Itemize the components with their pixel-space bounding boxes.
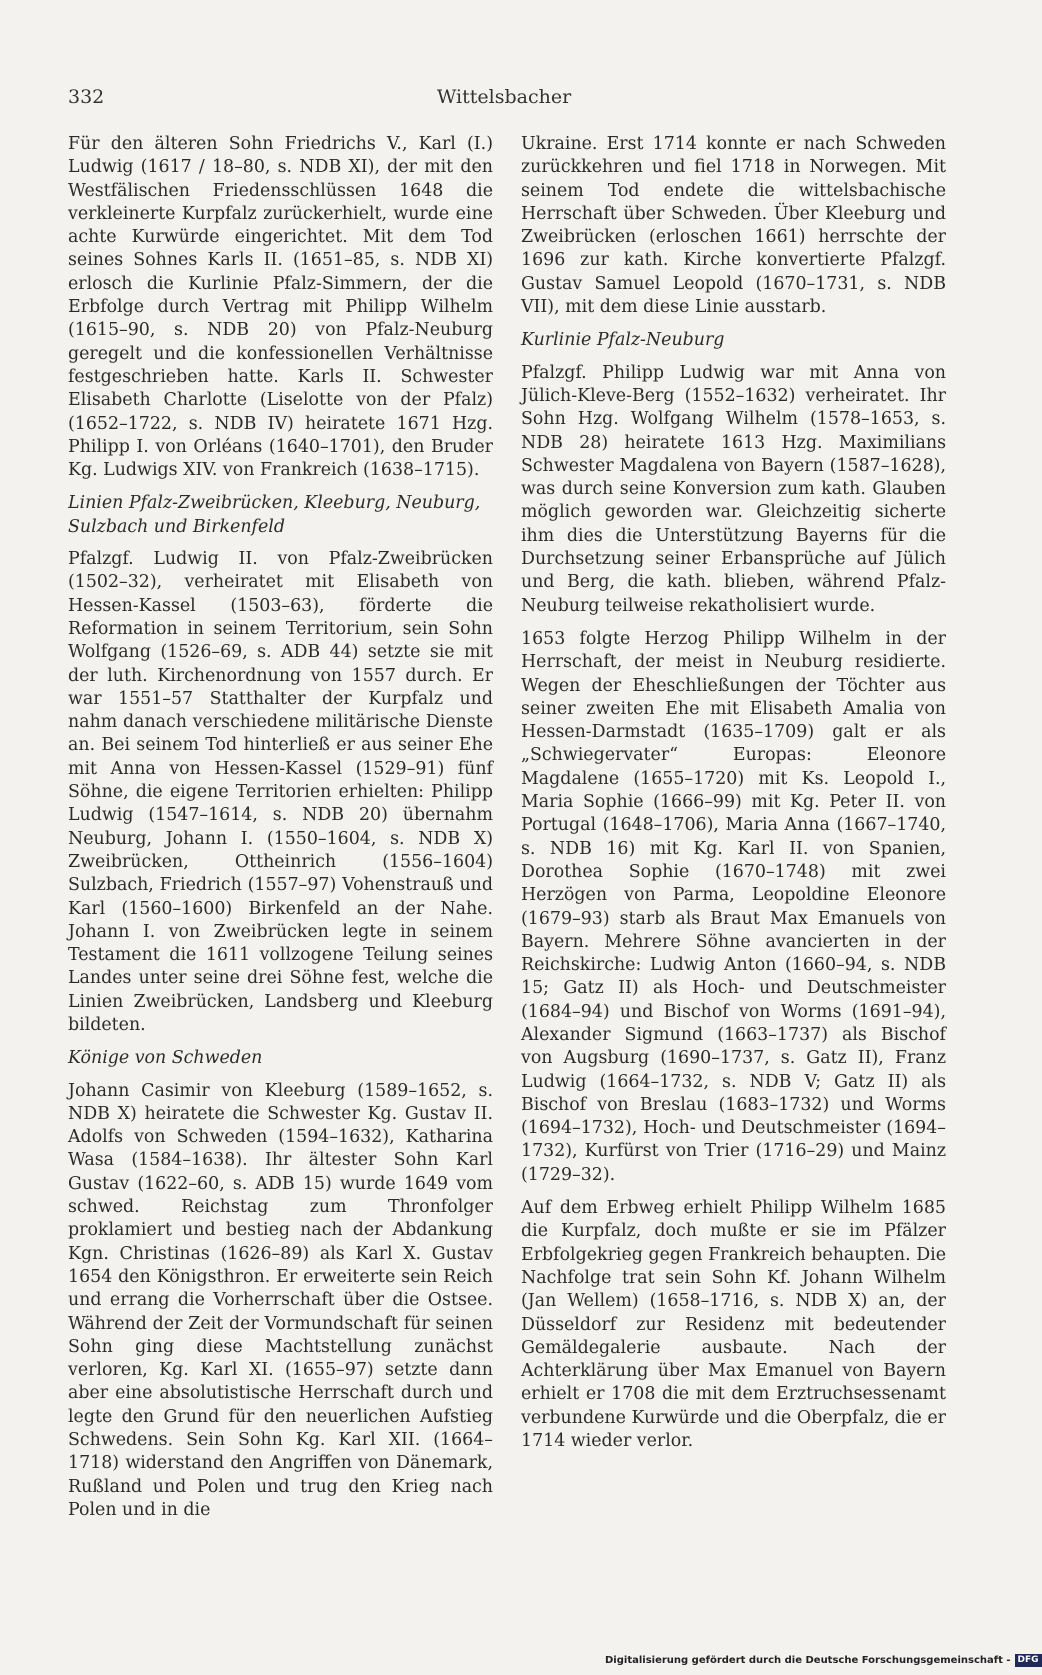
paragraph: Pfalzgf. Philipp Ludwig war mit Anna von Jülich-Kleve-Berg (1552–1632) verheiratet. Ihr Sohn Hzg. Wolfgang Wilhelm (1578–1653, s. NDB 28) heiratete 1613 Hzg. Maximilians Schwester Magdalena von Bayern (1587–1628), was durch seine Konversion zum kath. Glauben möglich geworden war. Gleichzeitig sicherte ihm dies die Unterstützung Bayerns für die Durchsetzung seiner Erbansprüche auf Jülich und Berg, die kath. blieben, während Pfalz-Neuburg teilweise rekatholisiert wurde. [521, 362, 946, 616]
paragraph: Ukraine. Erst 1714 konnte er nach Schweden zurückkehren und fiel 1718 in Norwegen. Mit seinem Tod endete die wittelsbachische Herrschaft über Schweden. Über Kleeburg und Zweibrücken (erloschen 1661) herrschte der 1696 zur kath. Kirche konvertierte Pfalzgf. Gustav Samuel Leopold (1670–1731, s. NDB VII), mit dem diese Linie ausstarb. [521, 134, 946, 318]
running-head: Wittelsbacher [436, 86, 572, 108]
page-number: 332 [68, 86, 105, 108]
right-column [521, 133, 946, 1453]
digitization-credit [605, 1651, 1039, 1669]
section-heading: Kurlinie Pfalz-Neuburg [521, 330, 725, 351]
paragraph: 1653 folgte Herzog Philipp Wilhelm in der Herrschaft, der meist in Neuburg residierte. Wegen der Eheschließungen der Töchter aus seiner zweiten Ehe mit Elisabeth Amalia von Hessen-Darmstadt (1635–1709) galt er als „Schwiegervater“ Europas: Eleonore Magdalene (1655–1720) mit Ks. Leopold I., Maria Sophie (1666–99) mit Kg. Peter II. von Portugal (1648–1706), Maria Anna (1667–1740, s. NDB 16) mit Kg. Karl II. von Spanien, Dorothea Sophie (1670–1748) mit zwei Herzögen von Parma, Leopoldine Eleonore (1679–93) starb als Braut Max Emanuels von Bayern. Mehrere Söhne avancierten in der Reichskirche: Ludwig Anton (1660–94, s. NDB 15; Gatz II) als Hoch- und Deutschmeister (1684–94) und Bischof von Worms (1691–94), Alexander Sigmund (1663–1737) als Bischof von Augsburg (1690–1737, s. Gatz II), Franz Ludwig (1664–1732, s. NDB V; Gatz II) als Bischof von Breslau (1683–1732) und Worms (1694–1732), Hoch- und Deutschmeister (1694–1732), Kurfürst von Trier (1716–29) und Mainz (1729–32). [521, 628, 946, 1185]
page-header [68, 86, 940, 114]
paragraph: Auf dem Erbweg erhielt Philipp Wilhelm 1685 die Kurpfalz, doch mußte er sie im Pfälzer Erbfolgekrieg gegen Frankreich behaupten. Die Nachfolge trat sein Sohn Kf. Johann Wilhelm (Jan Wellem) (1658–1716, s. NDB X) an, der Düsseldorf zur Residenz mit bedeutender Gemäldegalerie ausbaute. Nach der Achterklärung über Max Emanuel von Bayern erhielt er 1708 die mit dem Erztruchsessenamt verbundene Kurwürde und die Oberpfalz, die er 1714 wieder verlor. [521, 1198, 946, 1452]
paragraph: Für den älteren Sohn Friedrichs V., Karl (I.) Ludwig (1617 / 18–80, s. NDB XI), der mit den Westfälischen Friedensschlüssen 1648 die verkleinerte Kurpfalz zurückerhielt, wurde eine achte Kurwürde eingerichtet. Mit dem Tod seines Sohnes Karls II. (1651–85, s. NDB XI) erlosch die Kurlinie Pfalz-Simmern, der die Erbfolge durch Vertrag mit Philipp Wilhelm (1615–90, s. NDB 20) von Pfalz-Neuburg geregelt und die konfessionellen Verhältnisse festgeschrieben hatte. Karls II. Schwester Elisabeth Charlotte (Liselotte von der Pfalz) (1652–1722, s. NDB IV) heiratete 1671 Hzg. Philipp I. von Orléans (1640–1701), den Bruder Kg. Ludwigs XIV. von Frankreich (1638–1715). [68, 134, 493, 481]
left-column [68, 133, 493, 1522]
section-heading: Könige von Schweden [68, 1048, 263, 1069]
paragraph: Johann Casimir von Kleeburg (1589–1652, s. NDB X) heiratete die Schwester Kg. Gustav II. Adolfs von Schweden (1594–1632), Katharina Wasa (1584–1638). Ihr ältester Sohn Karl Gustav (1622–60, s. ADB 15) wurde 1649 vom schwed. Reichstag zum Thronfolger proklamiert und bestieg nach der Abdankung Kgn. Christinas (1626–89) als Karl X. Gustav 1654 den Königsthron. Er erweiterte sein Reich und errang die Vorherrschaft über die Ostsee. Während der Zeit der Vormundschaft für seinen Sohn ging diese Machtstellung zunächst verloren, Kg. Karl XI. (1655–97) setzte dann aber eine absolutistische Herrschaft durch und legte den Grund für den neuerlichen Aufstieg Schwedens. Sein Sohn Kg. Karl XII. (1664–1718) widerstand den Angriffen von Dänemark, Rußland und Polen und trug den Krieg nach Polen und in die [68, 1080, 493, 1520]
dfg-logo: DFG [1015, 1654, 1042, 1667]
credit-text: Digitalisierung gefördert durch die Deutsche Forschungsgemeinschaft - [605, 1654, 1011, 1666]
paragraph: Pfalzgf. Ludwig II. von Pfalz-Zweibrücken (1502–32), verheiratet mit Elisabeth von Hessen-Kassel (1503–63), förderte die Reformation in seinem Territorium, sein Sohn Wolfgang (1526–69, s. ADB 44) setzte sie mit der luth. Kirchenordnung von 1557 durch. Er war 1551–57 Statthalter der Kurpfalz und nahm danach verschiedene militärische Dienste an. Bei seinem Tod hinterließ er aus seiner Ehe mit Anna von Hessen-Kassel (1529–91) fünf Söhne, die eigene Territorien erhielten: Philipp Ludwig (1547–1614, s. NDB 20) übernahm Neuburg, Johann I. (1550–1604, s. NDB X) Zweibrücken, Ottheinrich (1556–1604) Sulzbach, Friedrich (1557–97) Vohenstrauß und Karl (1560–1600) Birkenfeld an der Nahe. Johann I. von Zweibrücken legte in seinem Testament die 1611 vollzogene Teilung seines Landes unter seine drei Söhne fest, welche die Linien Zweibrücken, Landsberg und Kleeburg bildeten. [68, 549, 493, 1035]
section-heading: Linien Pfalz-Zweibrücken, Kleeburg, Neuburg, Sulzbach und Birkenfeld [68, 493, 481, 537]
